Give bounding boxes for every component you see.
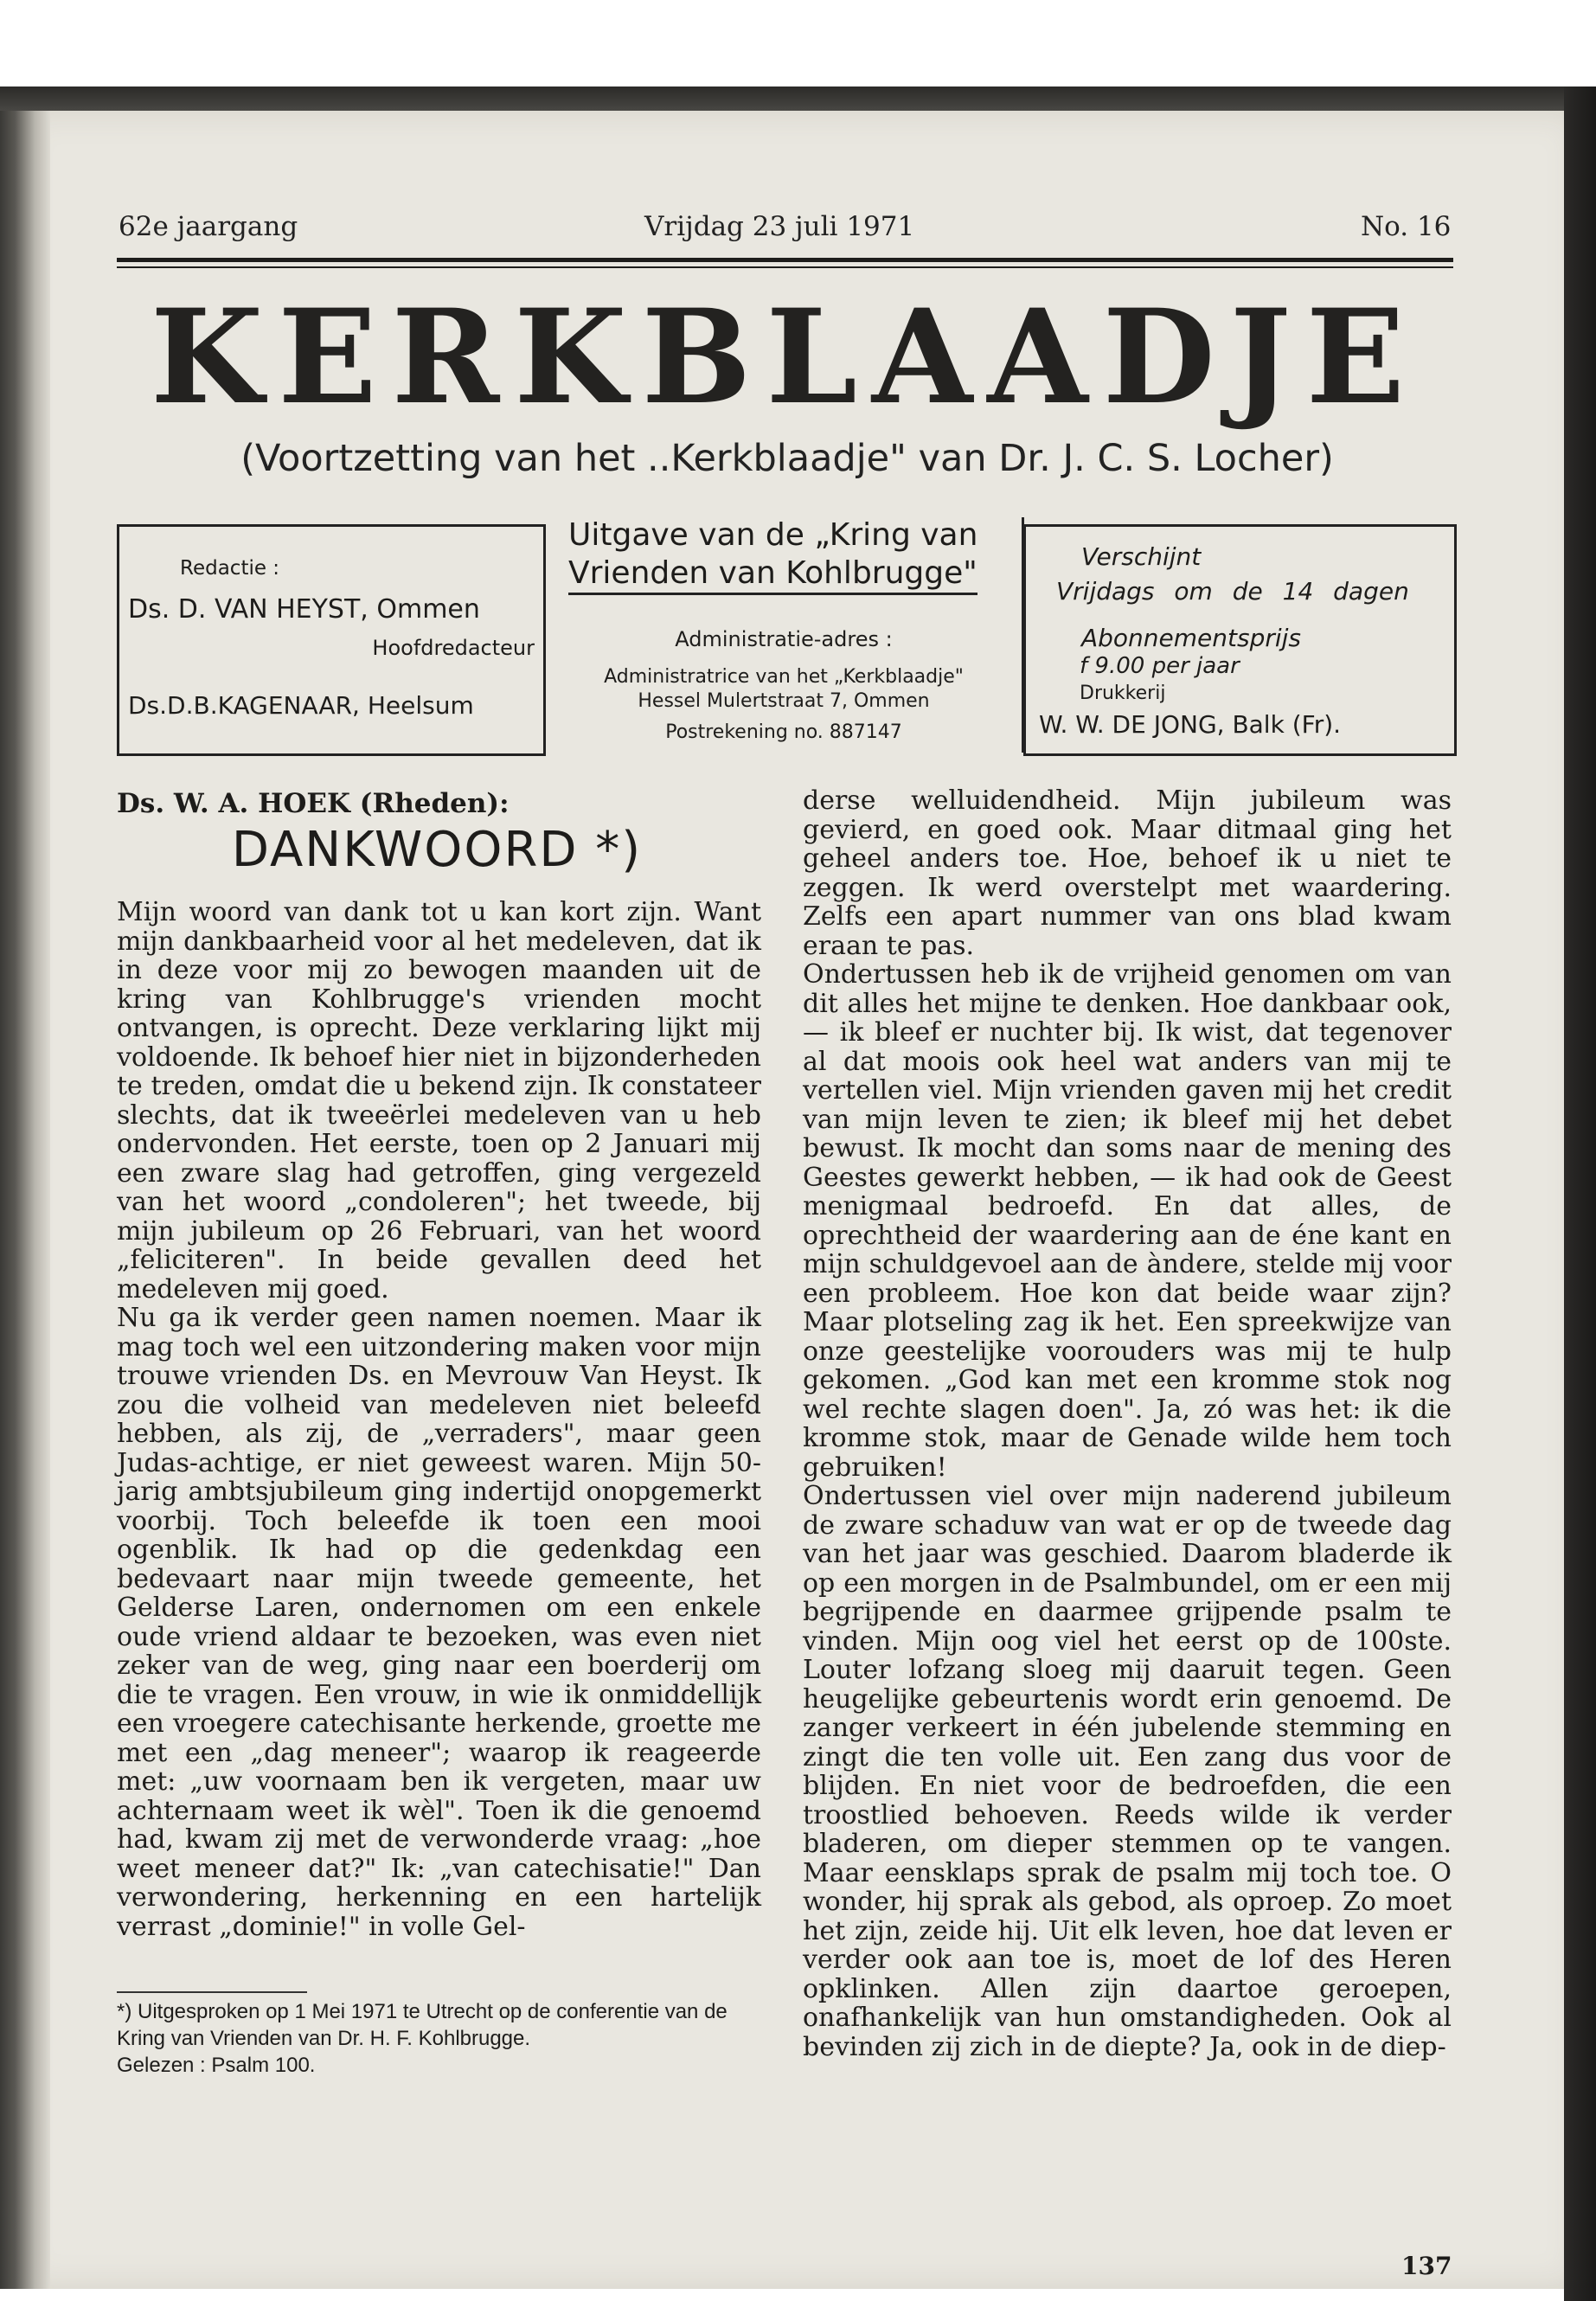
issue-number: No. 16 xyxy=(1361,211,1452,242)
admin-line-2: Hessel Mulertstraat 7, Ommen xyxy=(638,690,930,712)
issue-date: Vrijdag 23 juli 1971 xyxy=(644,211,915,242)
redactie-box xyxy=(117,524,546,756)
masthead-subtitle: (Voortzetting van het ..Kerkblaadje" van Dr. J. C. S. Locher) xyxy=(240,437,1334,480)
admin-line-3: Postrekening no. 887147 xyxy=(665,721,902,743)
header-rule-thin xyxy=(117,266,1453,268)
redactie-role: Hoofdredacteur xyxy=(372,636,535,660)
header-rule-thick xyxy=(117,258,1453,262)
footnote-text: *) Uitgesproken op 1 Mei 1971 te Utrecht op de conferentie van de Kring van Vrienden van Dr. H. F. Kohlbrugge. xyxy=(117,2000,727,2050)
paragraph: derse welluidendheid. Mijn jubileum was gevierd, en goed ook. Maar ditmaal ging het geheel anders toe. Hoe, behoef ik u niet te zeggen. Ik werd overstelpt met waardering. Zelfs een apart nummer van ons blad kwam eraan te pas. xyxy=(803,785,1452,961)
printer-name: W. W. DE JONG, Balk (Fr). xyxy=(1039,710,1342,739)
redactie-editor-1: Ds. D. VAN HEYST, Ommen xyxy=(128,594,480,625)
redactie-editor-2: Ds.D.B.KAGENAAR, Heelsum xyxy=(128,691,474,720)
column-right xyxy=(803,786,1452,2061)
page-number: 137 xyxy=(1401,2252,1452,2280)
uitgave-line-2: Vrienden van Kohlbrugge" xyxy=(568,555,977,595)
admin-line-1: Administratrice van het „Kerkblaadje" xyxy=(604,666,964,688)
masthead-title: KERKBLAADJE xyxy=(150,281,1420,433)
verschijnt-label: Verschijnt xyxy=(1081,542,1202,571)
paragraph: Ondertussen heb ik de vrijheid genomen om van dit alles het mijne te denken. Hoe dankbaar ook, — ik bleef er nuchter bij. Ik wist, dat tegenover al dat moois ook heel wat anders van mij te vertellen viel. Mijn vrienden gaven mij het credit van mijn leven te zien; ik bleef mij het debet bewust. Ik mocht dan soms naar de mening des Geestes gewerkt hebben, — ik had ook de Geest menigmaal bedroefd. En dat alles, de oprechtheid der waardering aan de éne kant en mijn schuldgevoel aan de àndere, stelde mij voor een probleem. Hoe kon dat beide waar zijn? Maar plotseling zag ik het. Een spreekwijze van onze geestelijke voorouders was mij te hulp gekomen. „God kan met een kromme stok nog wel rechte slagen doen". Ja, zó was het: ik die kromme stok, maar de Genade wilde hem toch gebruiken! xyxy=(803,959,1452,1483)
paragraph: Ondertussen viel over mijn naderend jubileum de zware schaduw van wat er op de tweede dag van het jaar was geschied. Daarom bladerde ik op een morgen in de Psalmbundel, om er een mij begrijpende en daarmee grijpende psalm te vinden. Mijn oog viel het eerst op de 100ste. Louter lofzang sloeg mij daaruit tegen. Geen heugelijke gebeurtenis wordt erin genoemd. De zanger verkeert in één jubelende stemming en zingt die ten volle uit. Een zang dus voor de blijden. En niet voor de bedroefden, die een troostlied behoeven. Reeds wilde ik verder bladeren, om dieper stemmen op te vangen. Maar eensklaps sprak de psalm mij toch toe. O wonder, hij sprak als gebod, als oproep. Zo moet het zijn, zeide hij. Uit elk leven, hoe dat leven er verder ook aan toe is, moet de lof des Heren opklinken. Allen zijn daartoe geroepen, onafhankelijk van hun omstandigheden. Ook al bevinden zij zich in de diepte? Ja, ook in de diep- xyxy=(803,1481,1452,2062)
column-left xyxy=(117,898,761,1941)
footnote-reading: Gelezen : Psalm 100. xyxy=(117,2054,316,2077)
paragraph: Mijn woord van dank tot u kan kort zijn. Want mijn dankbaarheid voor al het medeleven, dat ik in deze voor mij zo bewogen maanden uit de kring van Kohlbrugge's vrienden mocht ontvangen, is oprecht. Deze verklaring lijkt mij voldoende. Ik behoef hier niet in bijzonderheden te treden, omdat die u bekend zijn. Ik constateer slechts, dat ik tweeërlei medeleven van u heb ondervonden. Het eerste, toen op 2 Januari mij een zware slag had getroffen, ging vergezeld van het woord „condoleren"; het tweede, bij mijn jubileum op 26 Februari, van het woord „feliciteren". In beide gevallen deed het medeleven mij goed. xyxy=(117,897,761,1304)
drukkerij-label: Drukkerij xyxy=(1080,683,1166,704)
abonnement-label: Abonnementsprijs xyxy=(1081,624,1302,652)
uitgave-line-1: Uitgave van de „Kring van xyxy=(568,517,978,553)
redactie-label: Redactie : xyxy=(180,557,280,580)
footnote xyxy=(117,1998,757,2079)
volume-label: 62e jaargang xyxy=(119,211,298,242)
admin-label: Administratie-adres : xyxy=(675,627,893,651)
article-title: DANKWOORD *) xyxy=(231,822,643,878)
article-author: Ds. W. A. HOEK (Rheden): xyxy=(117,788,510,819)
verschijnt-box xyxy=(1023,524,1457,756)
frequency-text: Vrijdags om de 14 dagen xyxy=(1056,577,1409,606)
uitgave-block xyxy=(555,517,1012,751)
footnote-rule xyxy=(117,1991,307,1993)
paragraph: Nu ga ik verder geen namen noemen. Maar ik mag toch wel een uitzondering maken voor mijn trouwe vrienden Ds. en Mevrouw Van Heyst. Ik zou die volheid van medeleven niet beleefd hebben, als zij, de „verraders", maar geen Judas-achtige, er niet geweest waren. Mijn 50-jarig ambtsjubileum ging indertijd onopgemerkt voorbij. Toch beleefde ik toen een mooi ogenblik. Ik had op die gedenkdag een bedevaart naar mijn tweede gemeente, het Gelderse Laren, ondernomen om een enkele oude vriend aldaar te bezoeken, was even niet zeker van de weg, ging naar een boerderij om die te vragen. Een vrouw, in wie ik onmiddellijk een vroegere catechisante herkende, groette me met een „dag meneer"; waarop ik reageerde met: „uw voornaam ben ik vergeten, maar uw achternaam weet ik wèl". Toen ik die genoemd had, kwam zij met de verwonderde vraag: „hoe weet meneer dat?" Ik: „van catechisatie!" Dan verwondering, herkenning en een hartelijk verrast „dominie!" in volle Gel- xyxy=(117,1303,761,1942)
abonnement-price: f 9.00 per jaar xyxy=(1080,653,1240,679)
